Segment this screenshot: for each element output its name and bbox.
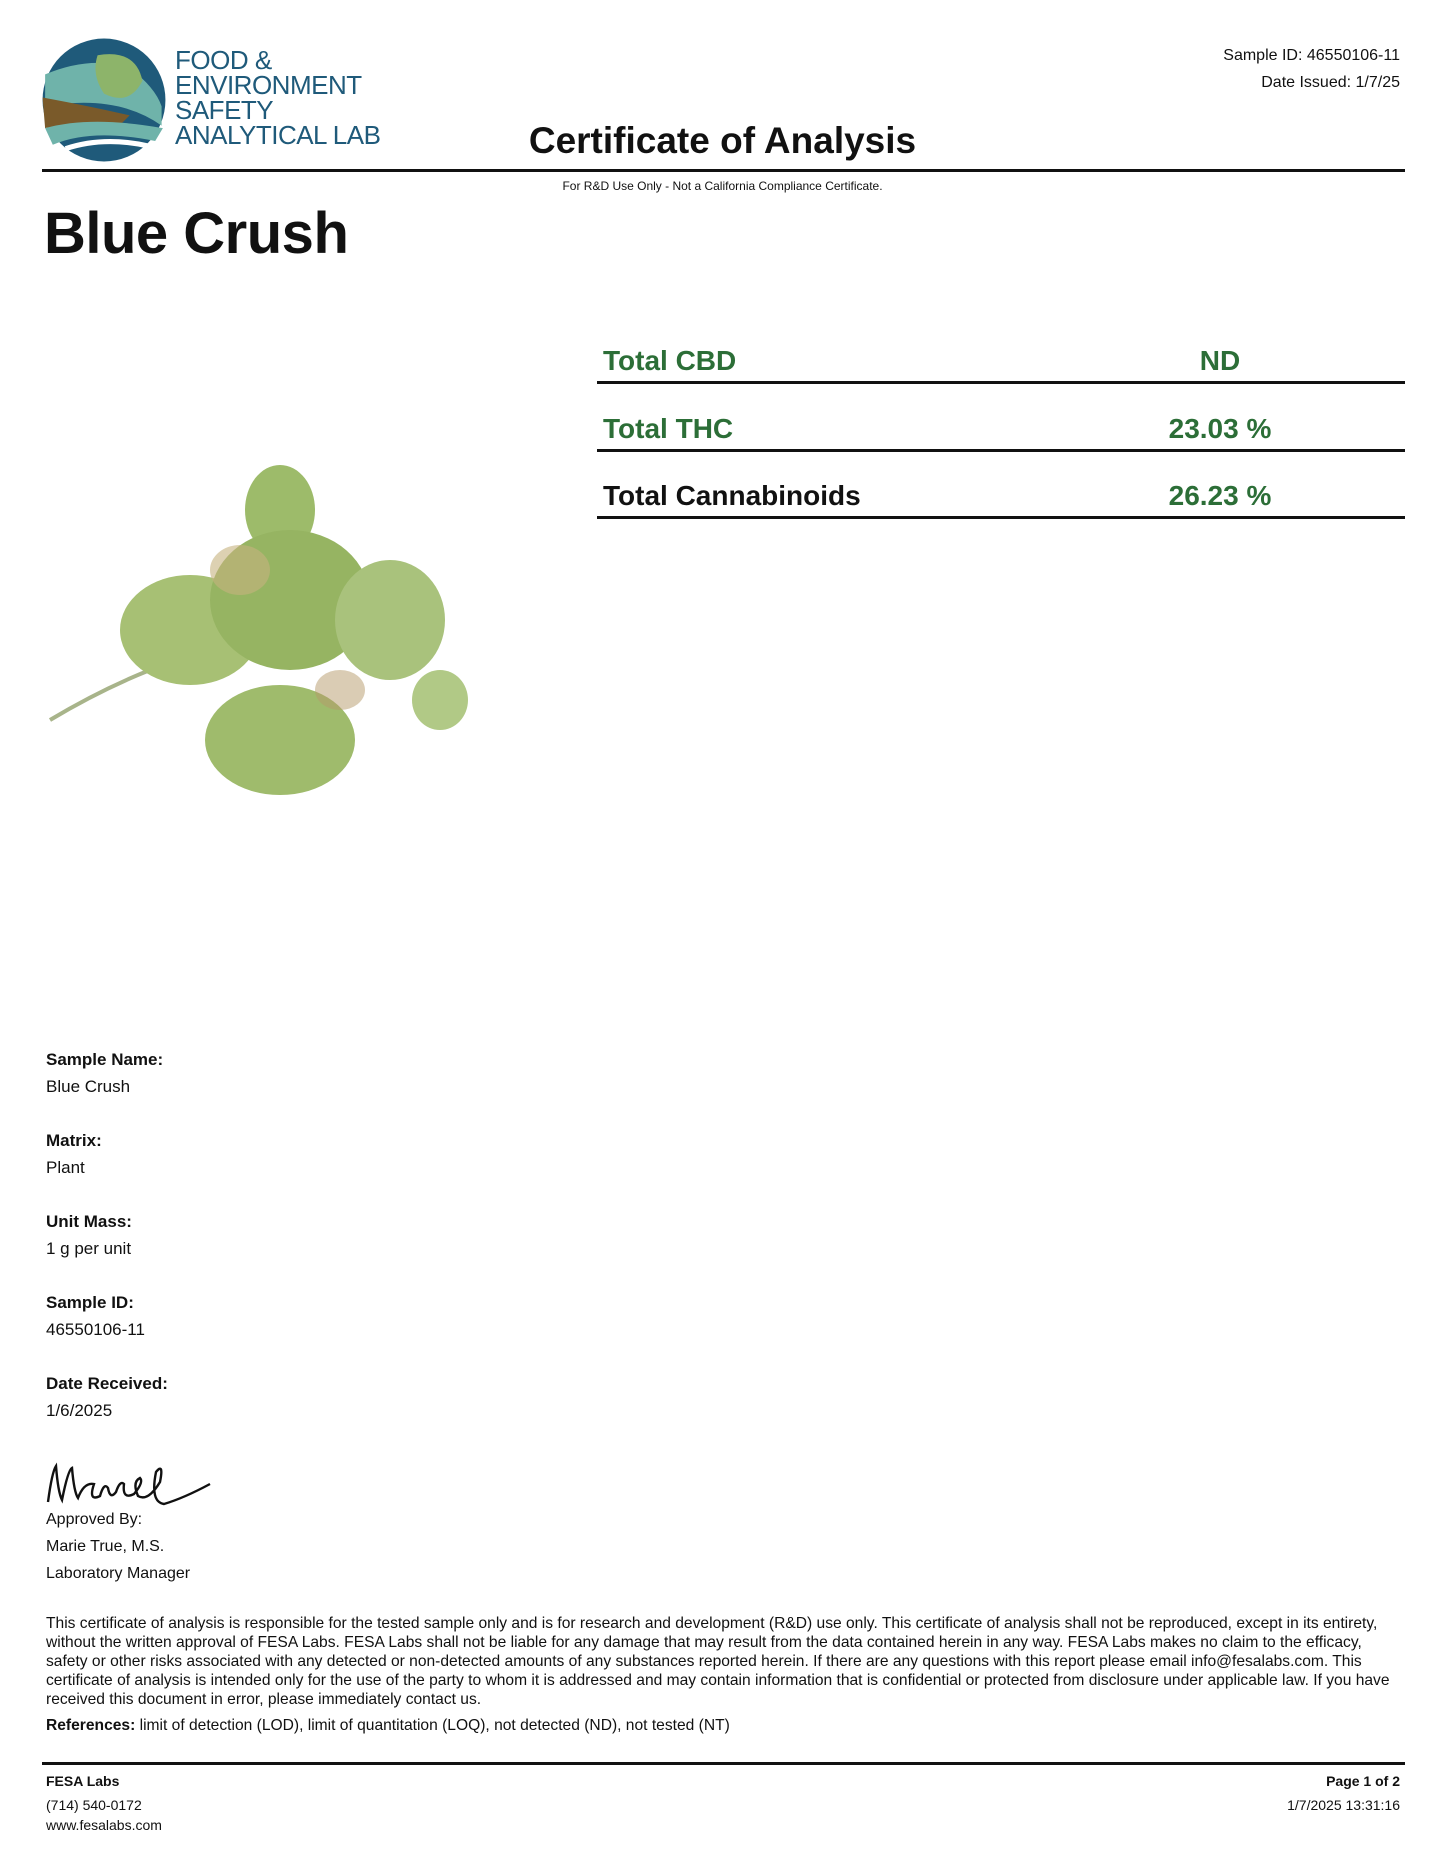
summary-row-total — [597, 479, 1405, 519]
info-label: Date Received: — [46, 1374, 168, 1393]
footer-divider — [42, 1762, 1405, 1765]
summary-value: 26.23 % — [1168, 480, 1272, 511]
approver-name: Marie True, M.S. — [46, 1538, 165, 1555]
logo-line: SAFETY — [175, 95, 274, 125]
footer-website[interactable]: www.fesalabs.com — [46, 1817, 162, 1833]
page-title: Certificate of Analysis — [528, 120, 917, 161]
signature — [44, 1452, 214, 1512]
info-value: 1/6/2025 — [46, 1401, 113, 1420]
approved-by-label: Approved By: — [46, 1511, 143, 1528]
logo-line: ENVIRONMENT — [175, 70, 362, 100]
sample-id: Sample ID: 46550106-11 — [1223, 47, 1400, 64]
approver-role: Laboratory Manager — [46, 1565, 191, 1582]
summary-value: ND — [1199, 345, 1241, 376]
footer-right — [1287, 1771, 1400, 1815]
summary-label: Total THC — [603, 413, 734, 444]
references-text: limit of detection (LOD), limit of quantitation (LOQ), not detected (ND), not tested (NT) — [135, 1717, 730, 1734]
info-date-received — [46, 1370, 168, 1424]
footer-timestamp: 1/7/2025 13:31:16 — [1287, 1797, 1400, 1813]
summary-value: 23.03 % — [1168, 413, 1272, 444]
subtitle: For R&D Use Only - Not a California Compliance Certificate. — [562, 179, 883, 193]
info-value: Plant — [46, 1158, 85, 1177]
info-value: 46550106-11 — [46, 1320, 145, 1339]
info-label: Sample Name: — [46, 1050, 164, 1069]
footer-left — [46, 1771, 162, 1835]
footer-company: FESA Labs — [46, 1773, 120, 1789]
references-label: References: — [46, 1717, 136, 1734]
info-unit-mass — [46, 1208, 132, 1262]
footer-phone: (714) 540-0172 — [46, 1797, 142, 1813]
logo-line: FOOD & — [175, 45, 272, 75]
logo-line: ANALYTICAL LAB — [175, 120, 381, 150]
summary-row-cbd — [597, 344, 1405, 384]
summary-label: Total Cannabinoids — [603, 480, 861, 511]
info-sample-name — [46, 1046, 163, 1100]
references — [46, 1717, 730, 1735]
info-label: Sample ID: — [46, 1293, 134, 1312]
info-label: Unit Mass: — [46, 1212, 132, 1231]
info-sample-id — [46, 1289, 145, 1343]
approval-block — [46, 1506, 190, 1587]
info-value: 1 g per unit — [46, 1239, 132, 1258]
summary-label: Total CBD — [603, 345, 737, 376]
header-meta — [1223, 42, 1400, 96]
info-matrix — [46, 1127, 102, 1181]
product-name: Blue Crush — [44, 201, 349, 266]
product-image — [40, 450, 480, 830]
disclaimer: This certificate of analysis is responsible for the tested sample only and is for research and development (R&D) use only. This certificate of analysis shall not be reproduced, except in its entirety, without the written approval of FESA Labs. FESA Labs shall not be liable for any damage that may result from the data contained herein in any way. FESA Labs makes no claim to the efficacy, safety or other risks associated with any detected or non-detected amounts of any substances reported herein. If there are any questions with this report please email info@fesalabs.com. This certificate of analysis is intended only for the use of the party to whom it is addressed and may contain information that is confidential or protected from disclosure under applicable law. If you have received this document in error, please immediately contact us. — [46, 1615, 1390, 1708]
info-value: Blue Crush — [46, 1077, 131, 1096]
date-issued: Date Issued: 1/7/25 — [1261, 74, 1400, 91]
info-label: Matrix: — [46, 1131, 102, 1150]
summary-row-thc — [597, 412, 1405, 452]
page-number: Page 1 of 2 — [1326, 1773, 1400, 1789]
header-divider — [42, 169, 1405, 172]
